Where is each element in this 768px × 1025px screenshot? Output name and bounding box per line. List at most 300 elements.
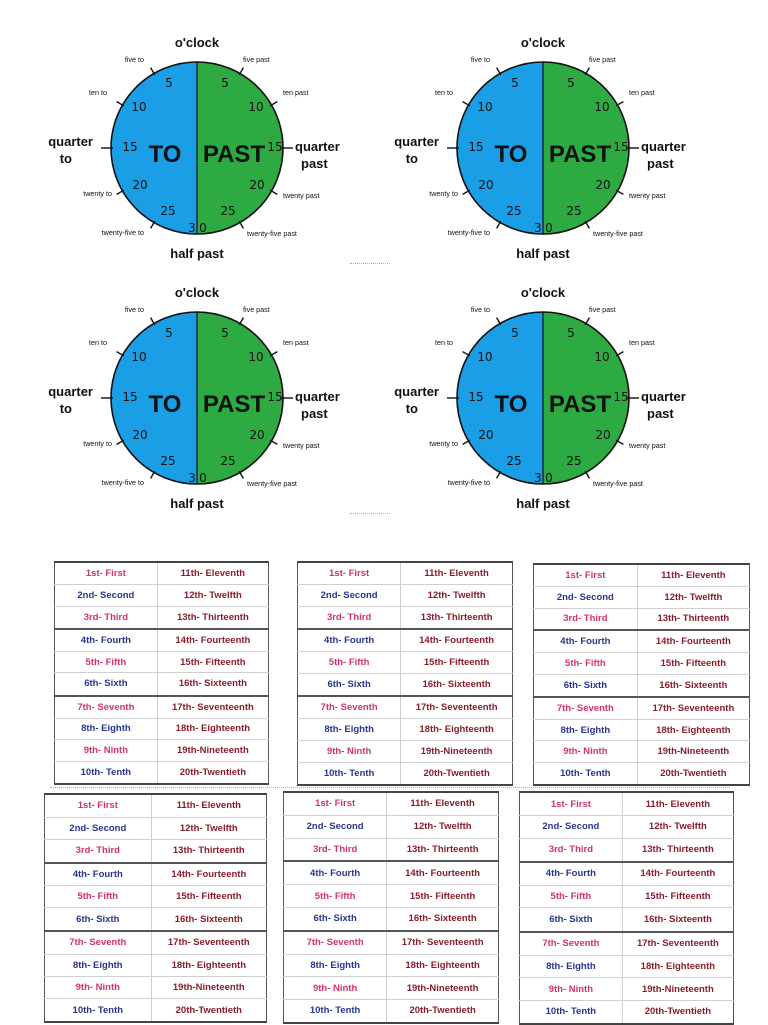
ordinal-cell-11-20: 19th-Nineteenth <box>387 977 499 1000</box>
table-row <box>284 977 499 1000</box>
table-row <box>45 794 267 817</box>
past-word: PAST <box>548 141 612 168</box>
quarter-past-label <box>641 139 686 171</box>
ordinal-cell-11-20: 16th- Sixteenth <box>401 673 513 696</box>
ordinal-cell-11-20: 16th- Sixteenth <box>637 674 749 696</box>
ordinal-cell-1-10: 6th- Sixth <box>520 908 623 932</box>
ordinal-cell-1-10: 7th- Seventh <box>520 932 623 956</box>
svg-text:ten past: ten past <box>629 88 655 97</box>
to-word: TO <box>148 141 182 168</box>
ordinal-cell-11-20: 16th- Sixteenth <box>157 673 268 696</box>
table-row <box>298 652 513 674</box>
ordinal-cell-1-10: 1st- First <box>284 792 387 815</box>
table-row <box>534 630 750 652</box>
ordinal-cell-11-20: 12th- Twelfth <box>157 585 268 607</box>
ordinal-cell-1-10: 2nd- Second <box>284 815 387 838</box>
svg-text:twenty-five to: twenty-five to <box>447 478 490 487</box>
svg-text:past: past <box>647 156 674 171</box>
svg-text:five past: five past <box>243 305 270 314</box>
table-row <box>520 816 734 839</box>
svg-text:25: 25 <box>506 204 522 218</box>
table-row <box>55 673 269 696</box>
table-row <box>298 696 513 719</box>
table-row <box>534 586 750 608</box>
clock-diagram <box>47 30 387 270</box>
ordinal-cell-1-10: 8th- Eighth <box>520 955 623 978</box>
table-row <box>298 606 513 629</box>
svg-text:five to: five to <box>124 305 144 314</box>
ordinal-cell-1-10: 3rd- Third <box>534 608 638 630</box>
svg-text:past: past <box>647 406 674 421</box>
quarter-past-label <box>295 389 340 421</box>
ordinal-cell-11-20: 17th- Seventeenth <box>401 696 513 719</box>
table-row <box>45 999 267 1022</box>
ordinal-cell-1-10: 9th- Ninth <box>534 741 638 763</box>
ordinal-cell-1-10: 3rd- Third <box>55 606 158 629</box>
svg-text:20: 20 <box>595 428 611 442</box>
ordinal-cell-1-10: 4th- Fourth <box>520 862 623 886</box>
table-row <box>534 674 750 696</box>
table-row <box>284 931 499 954</box>
clock-diagram <box>47 280 387 520</box>
svg-text:0: 0 <box>545 221 553 235</box>
ordinal-cell-11-20: 11th- Eleventh <box>622 792 733 816</box>
clock-diagram <box>393 30 733 270</box>
table-row <box>45 931 267 954</box>
svg-text:twenty-five past: twenty-five past <box>593 229 643 238</box>
svg-text:5: 5 <box>567 76 575 90</box>
ordinal-cell-11-20: 18th- Eighteenth <box>401 719 513 741</box>
svg-text:past: past <box>301 156 328 171</box>
ordinal-cell-1-10: 2nd- Second <box>534 586 638 608</box>
ordinal-cell-1-10: 9th- Ninth <box>520 978 623 1001</box>
table-row <box>534 719 750 741</box>
ordinal-cell-11-20: 20th-Twentieth <box>401 762 513 785</box>
ordinal-cell-1-10: 5th- Fifth <box>55 651 158 673</box>
ordinal-table <box>54 561 269 785</box>
ordinal-table <box>297 561 513 786</box>
ordinal-cell-11-20: 18th- Eighteenth <box>151 954 266 976</box>
svg-text:20: 20 <box>249 428 265 442</box>
svg-text:five to: five to <box>470 305 490 314</box>
quarter-to-label <box>394 384 439 416</box>
table-row <box>284 999 499 1023</box>
ordinal-cell-11-20: 13th- Thirteenth <box>401 606 513 629</box>
ordinal-cell-11-20: 12th- Twelfth <box>637 586 749 608</box>
table-row <box>45 817 267 839</box>
svg-text:twenty-five past: twenty-five past <box>593 479 643 488</box>
ordinal-cell-1-10: 1st- First <box>520 792 623 816</box>
ordinal-cell-11-20: 15th- Fifteenth <box>387 885 499 908</box>
svg-text:20: 20 <box>595 178 611 192</box>
ordinal-cell-11-20: 11th- Eleventh <box>637 564 749 586</box>
divider <box>350 263 390 264</box>
ordinal-cell-11-20: 13th- Thirteenth <box>157 606 268 629</box>
svg-text:five past: five past <box>589 55 616 64</box>
ordinal-cell-11-20: 16th- Sixteenth <box>387 907 499 930</box>
table-row <box>298 585 513 607</box>
svg-text:twenty-five to: twenty-five to <box>101 228 144 237</box>
past-word: PAST <box>202 141 266 168</box>
svg-text:0: 0 <box>545 471 553 485</box>
past-word: PAST <box>202 391 266 418</box>
ordinal-cell-1-10: 2nd- Second <box>55 585 158 607</box>
ordinal-cell-11-20: 17th- Seventeenth <box>157 696 268 719</box>
table-row <box>45 976 267 998</box>
svg-text:25: 25 <box>506 454 522 468</box>
ordinal-cell-11-20: 14th- Fourteenth <box>637 630 749 652</box>
ordinal-cell-1-10: 2nd- Second <box>298 585 401 607</box>
table-row <box>284 907 499 930</box>
table-row <box>55 585 269 607</box>
quarter-to-label <box>48 134 93 166</box>
svg-text:0: 0 <box>199 221 207 235</box>
ordinal-cell-1-10: 3rd- Third <box>520 838 623 862</box>
ordinal-cell-1-10: 6th- Sixth <box>45 908 152 931</box>
ordinal-cell-1-10: 6th- Sixth <box>55 673 158 696</box>
ordinal-cell-1-10: 5th- Fifth <box>45 886 152 908</box>
ordinal-cell-1-10: 9th- Ninth <box>55 740 158 762</box>
ordinal-cell-11-20: 13th- Thirteenth <box>387 838 499 861</box>
ordinal-table <box>283 791 499 1024</box>
svg-text:15: 15 <box>122 140 138 154</box>
ordinal-table <box>533 563 750 786</box>
ordinal-cell-1-10: 5th- Fifth <box>298 652 401 674</box>
svg-text:25: 25 <box>220 204 236 218</box>
svg-text:ten past: ten past <box>283 338 309 347</box>
svg-text:twenty-five past: twenty-five past <box>247 479 297 488</box>
ordinal-cell-11-20: 20th-Twentieth <box>387 999 499 1023</box>
table-row <box>284 838 499 861</box>
clock-face <box>393 280 733 520</box>
svg-text:5: 5 <box>567 326 575 340</box>
table-row <box>298 741 513 763</box>
ordinal-cell-11-20: 17th- Seventeenth <box>387 931 499 954</box>
table-row <box>534 697 750 719</box>
svg-text:past: past <box>301 406 328 421</box>
ordinal-cell-11-20: 18th- Eighteenth <box>157 718 268 740</box>
svg-text:twenty to: twenty to <box>429 189 458 198</box>
svg-text:to: to <box>405 151 418 166</box>
ordinal-cell-11-20: 19th-Nineteenth <box>151 976 266 998</box>
table-row <box>55 696 269 719</box>
ordinal-cell-11-20: 14th- Fourteenth <box>401 629 513 652</box>
ordinal-cell-11-20: 18th- Eighteenth <box>637 719 749 741</box>
ordinal-cell-11-20: 20th-Twentieth <box>637 762 749 785</box>
svg-text:twenty past: twenty past <box>629 441 666 450</box>
ordinal-cell-1-10: 9th- Ninth <box>284 977 387 1000</box>
table-row <box>534 762 750 785</box>
to-word: TO <box>494 141 528 168</box>
svg-text:3: 3 <box>188 471 196 485</box>
table-row <box>45 839 267 862</box>
ordinal-cell-1-10: 9th- Ninth <box>45 976 152 998</box>
table-row <box>55 740 269 762</box>
ordinal-cell-1-10: 10th- Tenth <box>534 762 638 785</box>
ordinal-cell-11-20: 15th- Fifteenth <box>157 651 268 673</box>
svg-text:quarter: quarter <box>295 139 340 154</box>
table-row <box>520 978 734 1001</box>
svg-text:5: 5 <box>221 326 229 340</box>
table-row <box>284 815 499 838</box>
svg-text:0: 0 <box>199 471 207 485</box>
table-row <box>55 562 269 585</box>
ordinal-cell-1-10: 8th- Eighth <box>284 954 387 977</box>
svg-text:15: 15 <box>122 390 138 404</box>
ordinal-cell-11-20: 19th-Nineteenth <box>622 978 733 1001</box>
svg-text:5: 5 <box>511 326 519 340</box>
svg-text:twenty past: twenty past <box>629 191 666 200</box>
quarter-to-label <box>394 134 439 166</box>
ordinal-cell-11-20: 19th-Nineteenth <box>637 741 749 763</box>
half-past-label: half past <box>170 496 224 511</box>
ordinal-cell-11-20: 18th- Eighteenth <box>622 955 733 978</box>
svg-text:10: 10 <box>594 350 610 364</box>
ordinal-cell-11-20: 11th- Eleventh <box>387 792 499 815</box>
ordinal-cell-1-10: 5th- Fifth <box>520 885 623 908</box>
svg-text:twenty to: twenty to <box>83 189 112 198</box>
ordinal-table <box>44 793 267 1023</box>
table-row <box>45 886 267 908</box>
ordinal-cell-11-20: 17th- Seventeenth <box>151 931 266 954</box>
svg-text:3: 3 <box>534 471 542 485</box>
svg-text:five to: five to <box>470 55 490 64</box>
svg-text:25: 25 <box>220 454 236 468</box>
svg-text:twenty past: twenty past <box>283 191 320 200</box>
to-word: TO <box>148 391 182 418</box>
ordinal-cell-1-10: 4th- Fourth <box>298 629 401 652</box>
ordinal-cell-11-20: 13th- Thirteenth <box>637 608 749 630</box>
ordinal-cell-11-20: 11th- Eleventh <box>401 562 513 585</box>
ordinal-cell-1-10: 8th- Eighth <box>45 954 152 976</box>
quarter-past-label <box>295 139 340 171</box>
svg-text:quarter: quarter <box>641 389 686 404</box>
svg-text:to: to <box>59 401 72 416</box>
svg-text:five past: five past <box>243 55 270 64</box>
ordinal-cell-1-10: 8th- Eighth <box>298 719 401 741</box>
svg-text:quarter: quarter <box>394 134 439 149</box>
ordinal-cell-1-10: 4th- Fourth <box>284 861 387 884</box>
ordinal-cell-1-10: 2nd- Second <box>520 816 623 839</box>
to-word: TO <box>494 391 528 418</box>
svg-text:five past: five past <box>589 305 616 314</box>
ordinal-cell-1-10: 10th- Tenth <box>298 762 401 785</box>
svg-text:20: 20 <box>132 178 148 192</box>
table-row <box>55 718 269 740</box>
table-row <box>45 954 267 976</box>
oclock-label: o'clock <box>174 35 220 50</box>
ordinal-cell-1-10: 6th- Sixth <box>534 674 638 696</box>
svg-text:5: 5 <box>511 76 519 90</box>
svg-text:5: 5 <box>165 326 173 340</box>
table-row <box>520 862 734 886</box>
clock-face <box>47 30 387 270</box>
ordinal-cell-1-10: 1st- First <box>55 562 158 585</box>
ordinal-cell-1-10: 1st- First <box>534 564 638 586</box>
svg-text:ten past: ten past <box>629 338 655 347</box>
clock-face <box>47 280 387 520</box>
svg-text:25: 25 <box>566 204 582 218</box>
table-row <box>520 1000 734 1024</box>
ordinal-cell-1-10: 1st- First <box>298 562 401 585</box>
svg-text:quarter: quarter <box>641 139 686 154</box>
svg-text:15: 15 <box>468 140 484 154</box>
ordinal-cell-1-10: 7th- Seventh <box>55 696 158 719</box>
past-word: PAST <box>548 391 612 418</box>
svg-text:twenty past: twenty past <box>283 441 320 450</box>
table-row <box>284 954 499 977</box>
svg-text:20: 20 <box>132 428 148 442</box>
table-row <box>534 608 750 630</box>
table-row <box>284 792 499 815</box>
table-row <box>520 932 734 956</box>
ordinal-cell-11-20: 14th- Fourteenth <box>387 861 499 884</box>
ordinal-cell-1-10: 4th- Fourth <box>55 629 158 652</box>
svg-text:quarter: quarter <box>394 384 439 399</box>
ordinal-table <box>519 791 734 1025</box>
svg-text:10: 10 <box>248 350 264 364</box>
ordinal-cell-1-10: 10th- Tenth <box>520 1000 623 1024</box>
half-past-label: half past <box>516 496 570 511</box>
ordinal-cell-1-10: 7th- Seventh <box>45 931 152 954</box>
oclock-label: o'clock <box>520 285 566 300</box>
ordinal-cell-1-10: 5th- Fifth <box>284 885 387 908</box>
table-row <box>520 955 734 978</box>
table-row <box>520 908 734 932</box>
svg-text:3: 3 <box>534 221 542 235</box>
svg-text:ten to: ten to <box>435 88 453 97</box>
svg-text:quarter: quarter <box>295 389 340 404</box>
svg-text:twenty to: twenty to <box>83 439 112 448</box>
svg-text:to: to <box>59 151 72 166</box>
svg-text:ten to: ten to <box>435 338 453 347</box>
ordinal-cell-1-10: 8th- Eighth <box>55 718 158 740</box>
svg-text:10: 10 <box>594 100 610 114</box>
svg-text:ten to: ten to <box>89 338 107 347</box>
table-row <box>298 762 513 785</box>
table-row <box>298 629 513 652</box>
table-row <box>45 863 267 886</box>
svg-text:twenty-five to: twenty-five to <box>447 228 490 237</box>
quarter-past-label <box>641 389 686 421</box>
half-past-label: half past <box>170 246 224 261</box>
ordinal-cell-11-20: 14th- Fourteenth <box>622 862 733 886</box>
table-row <box>298 562 513 585</box>
table-row <box>520 838 734 862</box>
ordinal-cell-1-10: 10th- Tenth <box>284 999 387 1023</box>
ordinal-cell-11-20: 14th- Fourteenth <box>157 629 268 652</box>
svg-text:15: 15 <box>267 140 283 154</box>
svg-text:10: 10 <box>131 350 147 364</box>
ordinal-cell-1-10: 7th- Seventh <box>284 931 387 954</box>
ordinal-cell-11-20: 19th-Nineteenth <box>157 740 268 762</box>
ordinal-cell-11-20: 15th- Fifteenth <box>637 653 749 675</box>
svg-text:twenty-five to: twenty-five to <box>101 478 144 487</box>
svg-text:25: 25 <box>160 204 176 218</box>
table-row <box>298 673 513 696</box>
divider <box>50 787 730 788</box>
svg-text:twenty-five past: twenty-five past <box>247 229 297 238</box>
svg-text:ten past: ten past <box>283 88 309 97</box>
table-row <box>520 792 734 816</box>
ordinal-cell-1-10: 3rd- Third <box>298 606 401 629</box>
svg-text:10: 10 <box>248 100 264 114</box>
table-row <box>284 885 499 908</box>
oclock-label: o'clock <box>174 285 220 300</box>
table-row <box>55 606 269 629</box>
divider <box>350 513 390 514</box>
ordinal-cell-11-20: 16th- Sixteenth <box>622 908 733 932</box>
svg-text:15: 15 <box>468 390 484 404</box>
table-row <box>534 653 750 675</box>
ordinal-cell-11-20: 20th-Twentieth <box>157 761 268 784</box>
svg-text:to: to <box>405 401 418 416</box>
ordinal-cell-11-20: 11th- Eleventh <box>157 562 268 585</box>
ordinal-cell-1-10: 3rd- Third <box>284 838 387 861</box>
quarter-to-label <box>48 384 93 416</box>
ordinal-cell-11-20: 20th-Twentieth <box>622 1000 733 1024</box>
table-row <box>534 564 750 586</box>
svg-text:10: 10 <box>477 100 493 114</box>
ordinal-cell-11-20: 15th- Fifteenth <box>401 652 513 674</box>
ordinal-cell-11-20: 12th- Twelfth <box>151 817 266 839</box>
clock-face <box>393 30 733 270</box>
table-row <box>45 908 267 931</box>
svg-text:20: 20 <box>249 178 265 192</box>
svg-text:10: 10 <box>477 350 493 364</box>
table-row <box>55 651 269 673</box>
ordinal-cell-11-20: 15th- Fifteenth <box>151 886 266 908</box>
table-row <box>298 719 513 741</box>
ordinal-cell-1-10: 10th- Tenth <box>45 999 152 1022</box>
oclock-label: o'clock <box>520 35 566 50</box>
svg-text:25: 25 <box>566 454 582 468</box>
ordinal-cell-11-20: 19th-Nineteenth <box>401 741 513 763</box>
table-row <box>284 861 499 884</box>
ordinal-cell-11-20: 12th- Twelfth <box>387 815 499 838</box>
svg-text:10: 10 <box>131 100 147 114</box>
table-row <box>55 761 269 784</box>
ordinal-cell-1-10: 6th- Sixth <box>284 907 387 930</box>
svg-text:quarter: quarter <box>48 384 93 399</box>
svg-text:15: 15 <box>267 390 283 404</box>
ordinal-cell-11-20: 20th-Twentieth <box>151 999 266 1022</box>
ordinal-cell-11-20: 11th- Eleventh <box>151 794 266 817</box>
ordinal-cell-1-10: 3rd- Third <box>45 839 152 862</box>
ordinal-cell-1-10: 7th- Seventh <box>298 696 401 719</box>
ordinal-cell-1-10: 1st- First <box>45 794 152 817</box>
ordinal-cell-11-20: 13th- Thirteenth <box>622 838 733 862</box>
ordinal-cell-11-20: 12th- Twelfth <box>401 585 513 607</box>
half-past-label: half past <box>516 246 570 261</box>
ordinal-cell-1-10: 5th- Fifth <box>534 653 638 675</box>
ordinal-cell-11-20: 17th- Seventeenth <box>637 697 749 719</box>
ordinal-cell-11-20: 13th- Thirteenth <box>151 839 266 862</box>
ordinal-cell-11-20: 17th- Seventeenth <box>622 932 733 956</box>
ordinal-cell-1-10: 9th- Ninth <box>298 741 401 763</box>
ordinal-cell-1-10: 8th- Eighth <box>534 719 638 741</box>
svg-text:5: 5 <box>221 76 229 90</box>
svg-text:twenty to: twenty to <box>429 439 458 448</box>
svg-text:five to: five to <box>124 55 144 64</box>
svg-text:5: 5 <box>165 76 173 90</box>
ordinal-cell-11-20: 14th- Fourteenth <box>151 863 266 886</box>
svg-text:25: 25 <box>160 454 176 468</box>
table-row <box>534 741 750 763</box>
ordinal-cell-1-10: 2nd- Second <box>45 817 152 839</box>
ordinal-cell-1-10: 7th- Seventh <box>534 697 638 719</box>
ordinal-cell-11-20: 12th- Twelfth <box>622 816 733 839</box>
